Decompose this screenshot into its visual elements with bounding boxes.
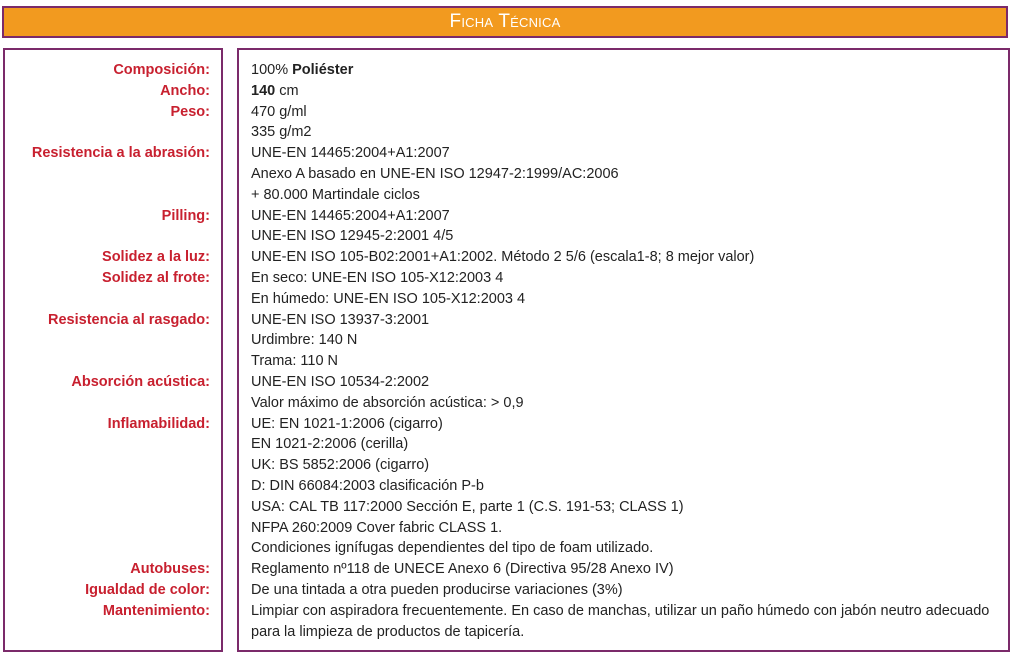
spec-label: Resistencia a la abrasión:	[31, 145, 210, 162]
spec-label: Pilling:	[161, 207, 210, 224]
spec-value-line: para la limpieza de productos de tapicería.	[251, 623, 525, 640]
spec-value-line: 335 g/m2	[251, 124, 312, 141]
spec-value-line: UNE-EN 14465:2004+A1:2007	[251, 145, 450, 162]
spec-value-line: UNE-EN ISO 13937-3:2001	[251, 311, 430, 328]
spec-label: Igualdad de color:	[85, 582, 210, 598]
spec-value-line: UK: BS 5852:2006 (cigarro)	[251, 457, 430, 474]
spec-label: Mantenimiento:	[102, 602, 210, 619]
spec-label: Solidez al frote:	[102, 270, 210, 286]
spec-value-line: UNE-EN ISO 10534-2:2002	[251, 374, 430, 390]
spec-label-column	[3, 48, 223, 652]
value-ancho	[251, 81, 299, 102]
spec-value-line: En seco: UNE-EN ISO 105-X12:2003 4	[251, 270, 504, 286]
spec-label: Resistencia al rasgado:	[48, 311, 210, 328]
spec-value-line: Reglamento nº118 de UNECE Anexo 6 (Directiva 95/28 Anexo IV)	[251, 561, 674, 578]
spec-value-line: Valor máximo de absorción acústica: > 0,9	[251, 394, 524, 411]
spec-value-line: 470 g/ml	[251, 103, 307, 120]
composicion-percent: 100%	[251, 62, 289, 78]
spec-value-line: Urdimbre: 140 N	[251, 332, 358, 349]
spec-value-line: + 80.000 Martindale ciclos	[251, 186, 420, 203]
ancho-number: 140	[251, 82, 276, 99]
spec-value-line: UNE-EN 14465:2004+A1:2007	[251, 207, 450, 224]
section-title: Ficha Técnica	[449, 11, 561, 32]
spec-value-line: D: DIN 66084:2003 clasificación P-b	[251, 478, 484, 494]
spec-value-column	[237, 48, 1010, 652]
spec-value-line: Trama: 110 N	[251, 353, 339, 370]
spec-value-line: UE: EN 1021-1:2006 (cigarro)	[251, 415, 443, 432]
spec-value-line: De una tintada a otra pueden producirse variaciones (3%)	[251, 582, 623, 598]
spec-label: Autobuses:	[130, 561, 210, 578]
composicion-material: Poliéster	[292, 62, 354, 78]
spec-label: Ancho:	[160, 82, 210, 99]
ancho-unit: cm	[279, 82, 299, 99]
spec-label: Inflamabilidad:	[107, 415, 210, 432]
spec-value-line: UNE-EN ISO 105-B02:2001+A1:2002. Método 2 5/6 (escala1-8; 8 mejor valor)	[251, 249, 755, 266]
spec-label: Solidez a la luz:	[102, 249, 210, 266]
spec-value-line: UNE-EN ISO 12945-2:2001 4/5	[251, 228, 454, 245]
value-composicion	[251, 60, 353, 81]
section-title-bar	[2, 6, 1008, 38]
spec-label: Absorción acústica:	[71, 374, 210, 390]
spec-label: Peso:	[170, 103, 210, 120]
spec-value-line: Condiciones ignífugas dependientes del tipo de foam utilizado.	[251, 540, 654, 557]
spec-value-line: Limpiar con aspiradora frecuentemente. En caso de manchas, utilizar un paño húmedo con jabón neutro adecuado	[251, 602, 990, 619]
spec-value-line: USA: CAL TB 117:2000 Sección E, parte 1 (C.S. 191-53; CLASS 1)	[251, 498, 684, 515]
spec-value-line: EN 1021-2:2006 (cerilla)	[251, 436, 409, 453]
spec-label: Composición:	[113, 62, 210, 78]
spec-value-line: NFPA 260:2009 Cover fabric CLASS 1.	[251, 519, 503, 536]
spec-value-line: En húmedo: UNE-EN ISO 105-X12:2003 4	[251, 290, 526, 307]
spec-value-line: Anexo A basado en UNE-EN ISO 12947-2:1999/AC:2006	[251, 166, 619, 182]
